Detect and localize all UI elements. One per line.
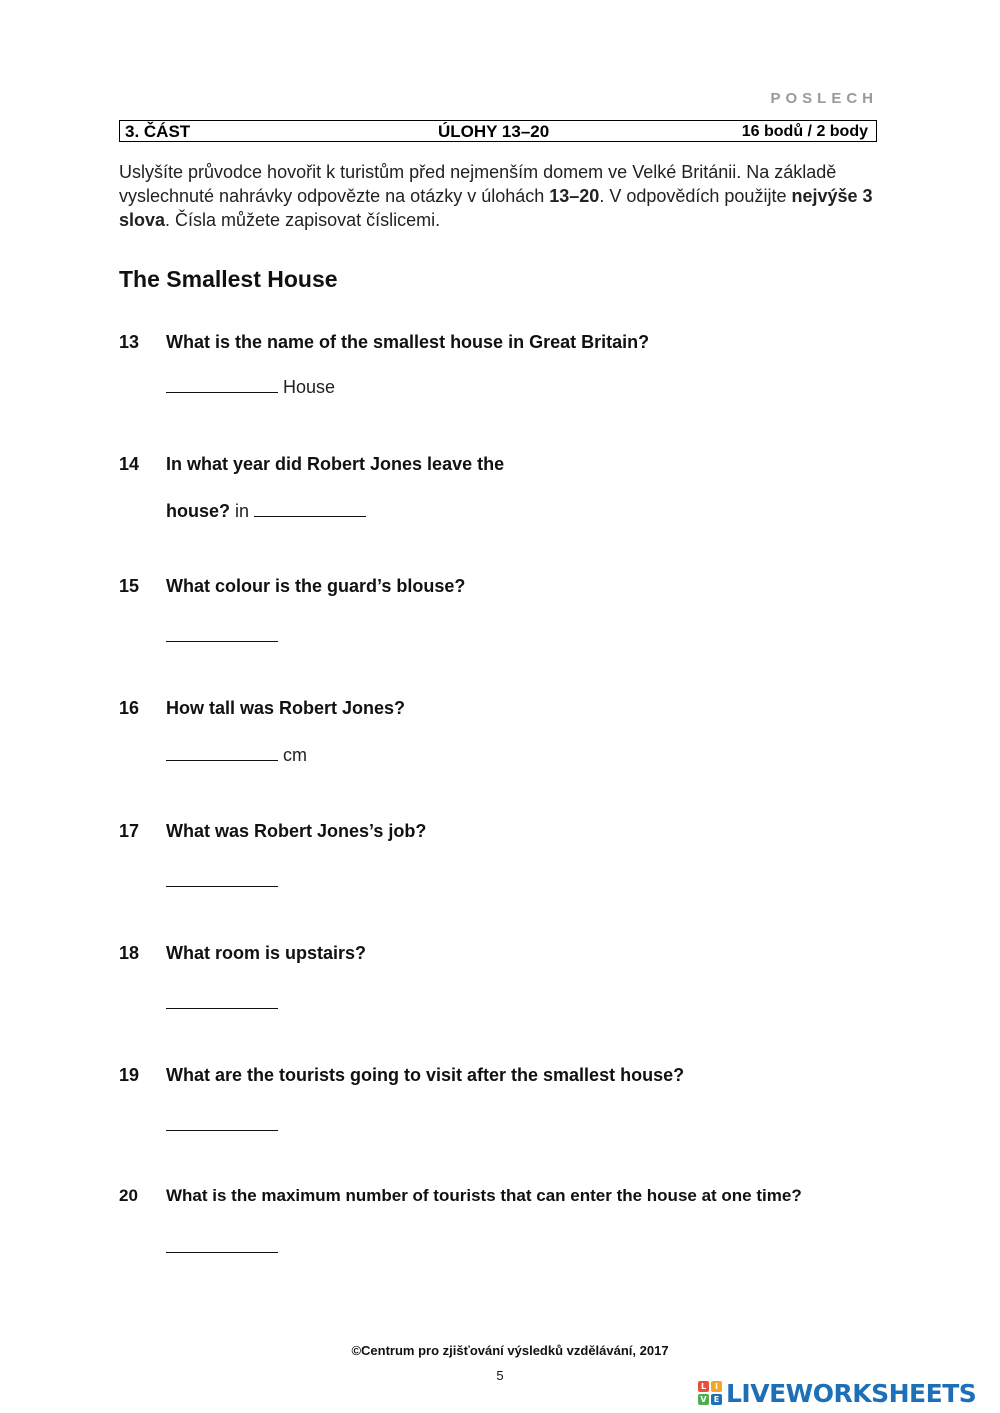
question-number: 18 bbox=[119, 943, 140, 963]
question-number: 14 bbox=[119, 454, 140, 474]
liveworksheets-logo-icon bbox=[698, 1381, 722, 1405]
answer-blank-14[interactable] bbox=[254, 500, 366, 517]
answer-13 bbox=[166, 376, 335, 398]
question-number: 13 bbox=[119, 332, 140, 352]
question-text: What was Robert Jones’s job? bbox=[166, 821, 427, 841]
answer-blank-13[interactable] bbox=[166, 376, 278, 393]
logo-letter-l: L bbox=[698, 1381, 709, 1392]
intro-text-3: . Čísla můžete zapisovat číslicemi. bbox=[165, 210, 441, 230]
question-text: What are the tourists going to visit after the smallest house? bbox=[166, 1065, 685, 1085]
answer-blank-17[interactable] bbox=[166, 870, 278, 887]
question-text: How tall was Robert Jones? bbox=[166, 698, 406, 718]
answer-16 bbox=[166, 744, 307, 766]
intro-bold-1: 13–20 bbox=[549, 186, 600, 206]
question-text: What is the name of the smallest house in Great Britain? bbox=[166, 332, 650, 352]
copyright-footer: ©Centrum pro zjišťování výsledků vzdělávání, 2017 bbox=[351, 1343, 669, 1358]
question-number: 16 bbox=[119, 698, 140, 718]
question-number: 17 bbox=[119, 821, 140, 841]
instructions bbox=[119, 160, 889, 232]
answer-15 bbox=[166, 625, 278, 647]
logo-letter-i: I bbox=[711, 1381, 722, 1392]
intro-text-1: Uslyšíte průvodce hovořit k turistům před nejmenším domem ve Velké Británii. Na základě vyslechnuté nahrávky odpovězte na otázky v úlohách bbox=[119, 162, 837, 206]
intro-text-2: . V odpovědích použijte bbox=[599, 186, 792, 206]
part-number: 3. ČÁST bbox=[125, 122, 191, 141]
question-number: 15 bbox=[119, 576, 140, 596]
question-text-continued: house? bbox=[166, 501, 231, 521]
question-number: 20 bbox=[119, 1186, 138, 1205]
page-number: 5 bbox=[496, 1368, 504, 1383]
answer-14 bbox=[166, 500, 366, 522]
answer-blank-18[interactable] bbox=[166, 992, 278, 1009]
question-text: What colour is the guard’s blouse? bbox=[166, 576, 466, 596]
answer-blank-15[interactable] bbox=[166, 625, 278, 642]
page-title: The Smallest House bbox=[119, 266, 338, 292]
answer-17 bbox=[166, 870, 278, 892]
answer-blank-16[interactable] bbox=[166, 744, 278, 761]
answer-prefix: in bbox=[235, 501, 250, 521]
section-label: POSLECH bbox=[770, 90, 878, 107]
question-text: What is the maximum number of tourists that can enter the house at one time? bbox=[166, 1186, 802, 1205]
answer-suffix: House bbox=[283, 377, 336, 397]
answer-blank-20[interactable] bbox=[166, 1236, 278, 1253]
answer-20 bbox=[166, 1236, 278, 1258]
answer-blank-19[interactable] bbox=[166, 1114, 278, 1131]
logo-letter-e: E bbox=[711, 1394, 722, 1405]
answer-19 bbox=[166, 1114, 278, 1136]
answer-18 bbox=[166, 992, 278, 1014]
question-number: 19 bbox=[119, 1065, 140, 1085]
points-info: 16 bodů / 2 body bbox=[741, 123, 868, 140]
part-header bbox=[119, 120, 877, 142]
logo-text: LIVEWORKSHEETS bbox=[726, 1378, 977, 1408]
liveworksheets-logo[interactable] bbox=[698, 1378, 976, 1408]
logo-letter-v: V bbox=[698, 1394, 709, 1405]
task-range: ÚLOHY 13–20 bbox=[438, 122, 550, 141]
intro-bold-2: nejvýše 3 slova bbox=[119, 186, 873, 230]
question-text: What room is upstairs? bbox=[166, 943, 367, 963]
question-text: In what year did Robert Jones leave the bbox=[166, 454, 505, 474]
answer-suffix: cm bbox=[283, 745, 308, 765]
